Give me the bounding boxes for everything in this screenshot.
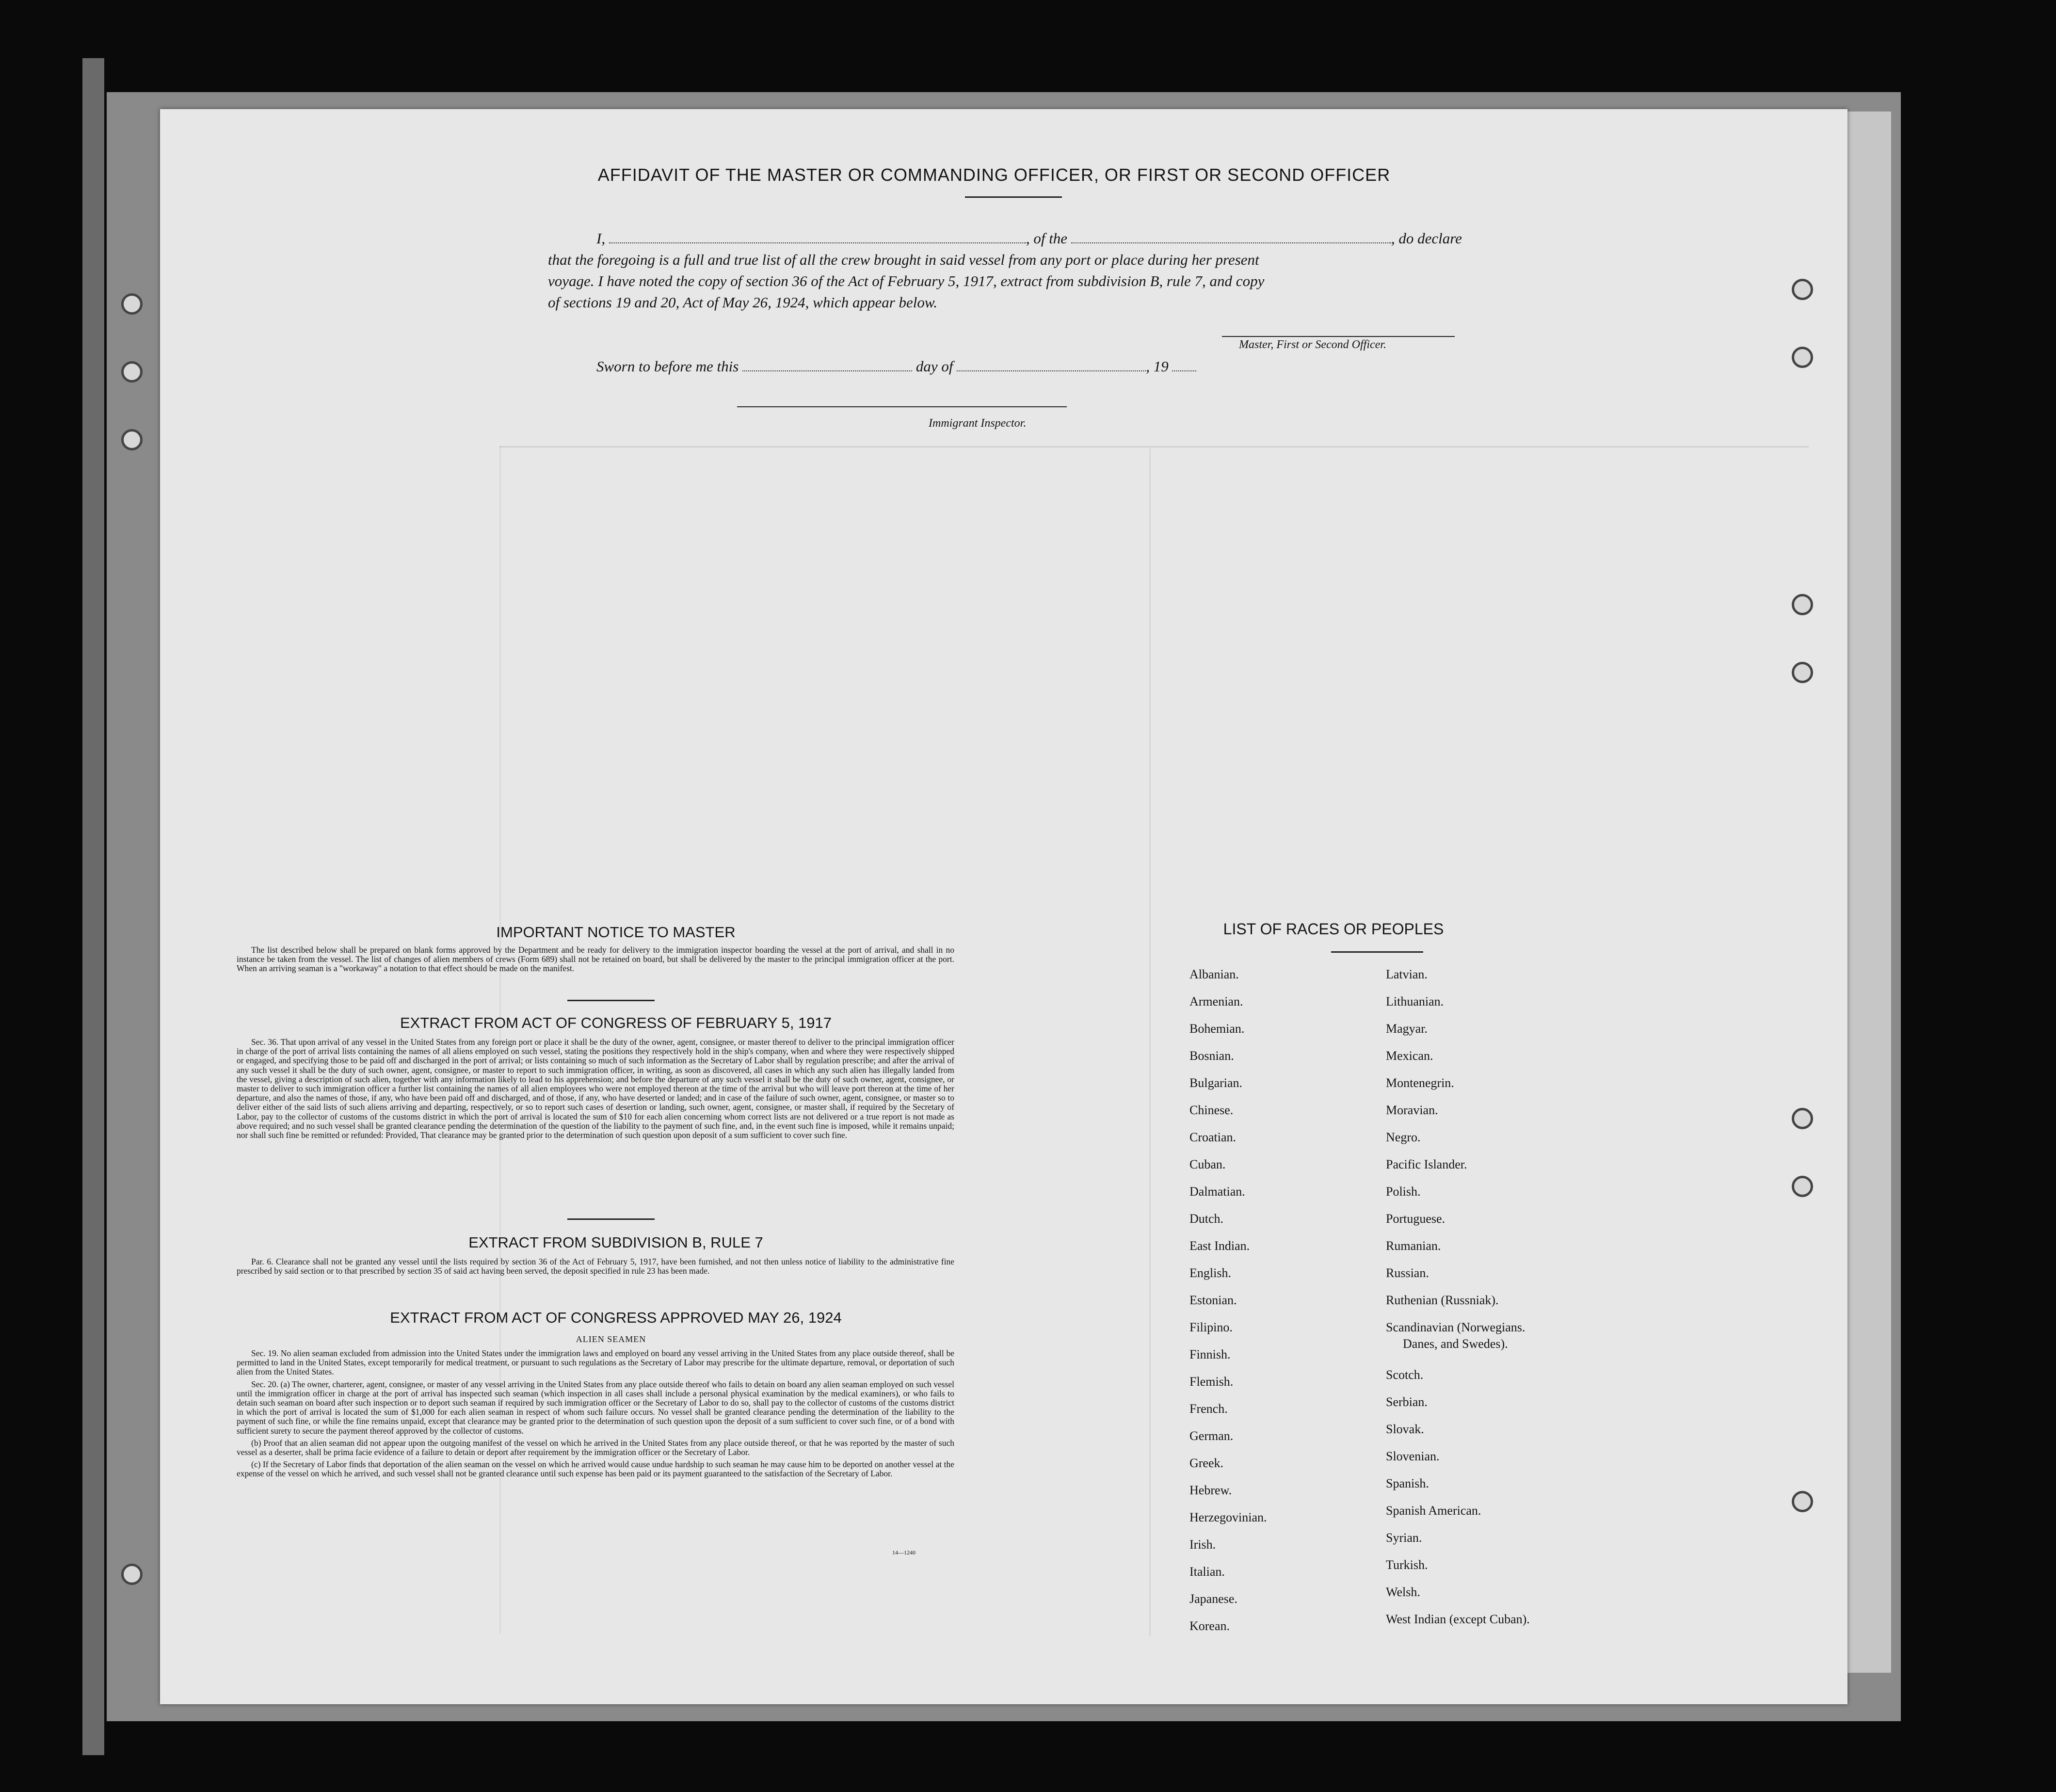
race-item: Slovak.	[1386, 1422, 1424, 1436]
sworn-day-blank	[742, 359, 912, 371]
race-item: Mexican.	[1386, 1049, 1433, 1063]
race-item: Albanian.	[1189, 967, 1239, 981]
punch-hole-icon	[121, 1564, 143, 1585]
punch-hole-icon	[1792, 279, 1813, 300]
race-item: Latvian.	[1386, 967, 1428, 981]
form-number: 14—1240	[892, 1549, 916, 1556]
declaration-line-4: of sections 19 and 20, Act of May 26, 1924, which appear below.	[548, 294, 938, 311]
race-item: Italian.	[1189, 1565, 1225, 1579]
race-item: Rumanian.	[1386, 1239, 1441, 1253]
race-item: Bulgarian.	[1189, 1076, 1243, 1090]
race-item: Estonian.	[1189, 1293, 1237, 1307]
race-item: Spanish.	[1386, 1476, 1429, 1490]
punch-hole-icon	[1792, 594, 1813, 615]
race-item: Dutch.	[1189, 1212, 1224, 1226]
notice-paragraph: The list described below shall be prepared on blank forms approved by the Department and be ready for delivery to the immigration inspector boarding the vessel at the port of arrival, and shall in no instance be taken from the vessel. The list of changes of alien members of crews (Form 689) shall not be retained on board, but shall be delivered by the master to the principal immigration officer at the port. When an arriving seaman is a "workaway" a notation to that effect should be made on the manifest.	[237, 945, 954, 974]
rule-7-title: EXTRACT FROM SUBDIVISION B, RULE 7	[468, 1234, 763, 1251]
inspector-caption: Immigrant Inspector.	[929, 417, 1027, 430]
extract-1924-title: EXTRACT FROM ACT OF CONGRESS APPROVED MAY 26, 1924	[390, 1309, 842, 1326]
alien-seamen-subtitle: ALIEN SEAMEN	[576, 1334, 646, 1344]
race-item: Portuguese.	[1386, 1212, 1446, 1226]
declaration-line-3: voyage. I have noted the copy of section 36 of the Act of February 5, 1917, extract from subdivision B, rule 7, and copy	[548, 272, 1265, 289]
race-item: Scandinavian (Norwegians.	[1386, 1320, 1526, 1334]
title-underline	[965, 196, 1062, 198]
punch-hole-icon	[1792, 347, 1813, 368]
declaration-do-declare: , do declare	[1391, 230, 1462, 247]
master-caption: Master, First or Second Officer.	[1239, 338, 1386, 351]
affidavit-title: AFFIDAVIT OF THE MASTER OR COMMANDING OFFICER, OR FIRST OR SECOND OFFICER	[597, 165, 1391, 185]
section-20c-paragraph: (c) If the Secretary of Labor finds that deportation of the alien seaman on the vessel on which he arrived would cause undue hardship to such seaman he may cause him to be deported on another vessel at the expense of the vessel on which he arrived, and such vessel shall not be granted clearance until such expense has been paid or its payment guaranteed to the satisfaction of the Secretary of Labor.	[237, 1459, 954, 1479]
punch-hole-icon	[121, 361, 143, 383]
race-item: Chinese.	[1189, 1103, 1234, 1117]
race-item: Pacific Islander.	[1386, 1157, 1467, 1171]
sworn-line	[596, 358, 1196, 375]
race-item: Lithuanian.	[1386, 994, 1444, 1008]
sworn-year: , 19	[1146, 358, 1169, 375]
race-item: Irish.	[1189, 1537, 1216, 1552]
race-item: Ruthenian (Russniak).	[1386, 1293, 1499, 1307]
binding-strip	[82, 58, 104, 1755]
section-20a-paragraph: Sec. 20. (a) The owner, charterer, agent, consignee, or master of any vessel arriving in the United States from any place outside thereof who fails to detain on board any alien seaman employed on such vessel until the immigration officer in charge at the port of arrival has inspected such seaman (which inspection in all cases shall include a personal physical examination by the medical examiners), or who fails to detain such seaman on board after such inspection or to deport such seaman if required by such immigration officer or the Secretary of Labor to do so, shall pay to the collector of customs of the customs district in which the port of arrival is located the sum of $1,000 for each alien seaman in respect of whom such failure occurs. No vessel shall be granted clearance pending the determination of the liability to the payment of such fine, or while the fine remains unpaid, except that clearance may be granted prior to the determination of such question upon the deposit of a sum sufficient to cover such fine, or of a bond with sufficient surety to secure the payment thereof approved by the collector of customs.	[237, 1379, 954, 1436]
sworn-month-blank	[957, 359, 1146, 371]
race-item: Montenegrin.	[1386, 1076, 1454, 1090]
notice-title: IMPORTANT NOTICE TO MASTER	[496, 924, 736, 941]
race-item: East Indian.	[1189, 1239, 1250, 1253]
race-item: Spanish American.	[1386, 1504, 1481, 1518]
section-36-paragraph: Sec. 36. That upon arrival of any vessel in the United States from any foreign port or place it shall be the duty of the owner, agent, consignee, or master thereof to deliver to the principal immigration officer in charge of the port of arrival lists containing the names of all aliens employed on such vessel, stating the positions they respectively hold in the ship's company, when and where they were respectively shipped or engaged, and specifying those to be paid off and discharged in the port of arrival; or lists containing so much of such information as the Secretary of Labor shall by regulation prescribe; and after the arrival of any such vessel it shall be the duty of such owner, agent, consignee, or master to report to such immigration officer, in writing, as soon as discovered, all cases in which any such alien has illegally landed from the vessel, giving a description of such alien, together with any information likely to lead to his apprehension; and before the departure of any such vessel it shall be the duty of such owner, agent, consignee, or master to deliver to such immigration officer a further list containing the names of all alien employees who were not employed thereon at the time of the arrival but who will leave port thereon at the time of her departure, and also the names of those, if any, who have been paid off and discharged, and of those, if any, who have deserted or landed; and in case of the failure of such owner, agent, consignee, or master so to deliver either of the said lists of such aliens arriving and departing, respectively, or so to report such cases of desertion or landing, such owner, agent, consignee, or master shall, if required by the Secretary of Labor, pay to the collector of customs of the customs district in which the port of arrival is located the sum of $10 for each alien concerning whom correct lists are not delivered or a true report is not made as above required; and no such vessel shall be granted clearance pending the determination of the question of the liability to the payment of such fine, and, in the event such fine is imposed, while it remains unpaid; nor shall such fine be remitted or refunded: Provided, That clearance may be granted prior to the determination of such question upon deposit of a sum sufficient to cover such fine.	[237, 1037, 954, 1140]
declaration-line-2: that the foregoing is a full and true list of all the crew brought in said vessel from any port or place during her present	[548, 251, 1259, 268]
declaration-of-the: , of the	[1026, 230, 1068, 247]
race-item: Bohemian.	[1189, 1022, 1245, 1036]
race-item: Russian.	[1386, 1266, 1429, 1280]
race-item: Negro.	[1386, 1130, 1421, 1144]
rule-7-paragraph: Par. 6. Clearance shall not be granted any vessel until the lists required by section 36 of the Act of February 5, 1917, have been furnished, and not then unless notice of liability to the administrative fine prescribed by said section or to that prescribed by section 35 of said act having been served, the deposit specified in rule 23 has been made.	[237, 1257, 954, 1276]
punch-hole-icon	[1792, 1176, 1813, 1197]
extract-1924-text	[237, 1349, 954, 1482]
race-item: Danes, and Swedes).	[1403, 1337, 1508, 1351]
race-item: French.	[1189, 1402, 1228, 1416]
race-item: Filipino.	[1189, 1320, 1233, 1334]
punch-hole-icon	[121, 293, 143, 315]
declaration-i: I,	[596, 230, 606, 247]
race-item: English.	[1189, 1266, 1231, 1280]
race-item: Hebrew.	[1189, 1483, 1232, 1497]
extract-1917-text	[237, 1038, 954, 1143]
race-item: German.	[1189, 1429, 1234, 1443]
race-item: Finnish.	[1189, 1347, 1231, 1361]
races-title: LIST OF RACES OR PEOPLES	[1223, 920, 1444, 938]
race-item: Magyar.	[1386, 1022, 1428, 1036]
race-item: Croatian.	[1189, 1130, 1237, 1144]
master-signature-line	[1222, 336, 1455, 337]
race-item: Korean.	[1189, 1619, 1230, 1633]
name-blank	[609, 231, 1026, 243]
race-item: Serbian.	[1386, 1395, 1428, 1409]
race-item: Syrian.	[1386, 1531, 1422, 1545]
sworn-year-blank	[1172, 359, 1196, 371]
section-20b-paragraph: (b) Proof that an alien seaman did not appear upon the outgoing manifest of the vessel on which he arrived in the United States from any place outside thereof, or that he was reported by the master of such vessel as a deserter, shall be prima facie evidence of a failure to detain or deport after requirement by the immigration officer or the Secretary of Labor.	[237, 1438, 954, 1457]
divider	[567, 1000, 655, 1001]
race-item: Scotch.	[1386, 1368, 1424, 1382]
race-item: Dalmatian.	[1189, 1184, 1245, 1199]
sworn-prefix: Sworn to before me this	[596, 358, 739, 375]
race-item: Slovenian.	[1386, 1449, 1440, 1463]
race-item: Welsh.	[1386, 1585, 1420, 1599]
divider	[567, 1218, 655, 1220]
rule-7-text	[237, 1257, 954, 1279]
punch-hole-icon	[1792, 1491, 1813, 1512]
races-title-underline	[1331, 951, 1423, 953]
race-item: Japanese.	[1189, 1592, 1237, 1606]
declaration-text	[548, 228, 1494, 313]
race-item: Moravian.	[1386, 1103, 1438, 1117]
race-item: Greek.	[1189, 1456, 1224, 1470]
race-item: Flemish.	[1189, 1375, 1234, 1389]
race-item: Polish.	[1386, 1184, 1421, 1199]
race-item: Turkish.	[1386, 1558, 1428, 1572]
race-item: West Indian (except Cuban).	[1386, 1612, 1530, 1626]
vessel-blank	[1071, 231, 1391, 243]
inspector-signature-line	[737, 406, 1067, 407]
punch-hole-icon	[121, 429, 143, 450]
sworn-day-of: day of	[916, 358, 953, 375]
section-19-paragraph: Sec. 19. No alien seaman excluded from admission into the United States under the immigration laws and employed on board any vessel arriving in the United States from any place outside thereof, shall be permitted to land in the United States, except temporarily for medical treatment, or pursuant to such regulations as the Secretary of Labor may prescribe for the ultimate departure, removal, or deportation of such alien from the United States.	[237, 1348, 954, 1377]
race-item: Armenian.	[1189, 994, 1243, 1008]
race-item: Cuban.	[1189, 1157, 1226, 1171]
extract-1917-title: EXTRACT FROM ACT OF CONGRESS OF FEBRUARY 5, 1917	[400, 1014, 832, 1031]
punch-hole-icon	[1792, 662, 1813, 683]
notice-text	[237, 945, 954, 976]
punch-hole-icon	[1792, 1108, 1813, 1129]
race-item: Bosnian.	[1189, 1049, 1234, 1063]
race-item: Herzegovinian.	[1189, 1510, 1267, 1524]
